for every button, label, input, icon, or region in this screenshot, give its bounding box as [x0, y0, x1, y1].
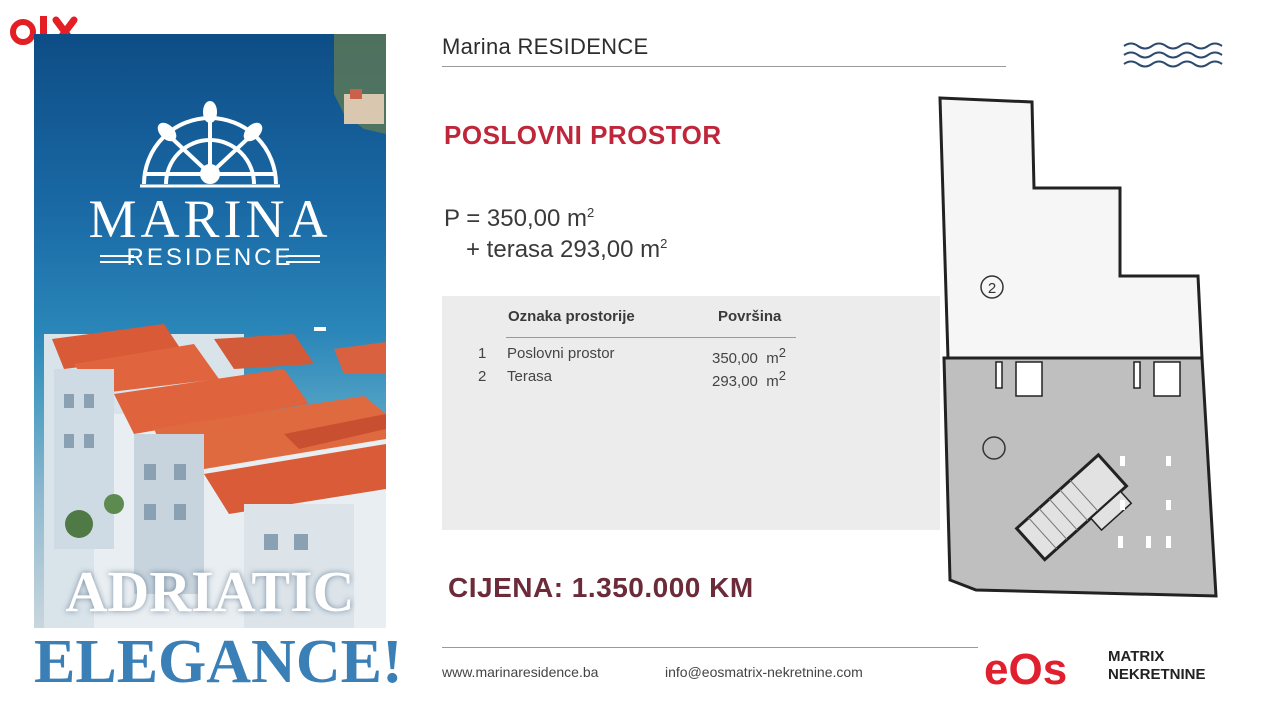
poster-brand-top: MARINA [88, 189, 332, 249]
area-table [442, 296, 940, 530]
col-header-name: Oznaka prostorije [508, 308, 635, 325]
slogan-line-2: ELEGANCE! [34, 628, 403, 696]
email-link[interactable]: info@eosmatrix-nekretnine.com [665, 664, 863, 680]
title-divider [442, 66, 1006, 67]
row-2-num: 2 [478, 368, 487, 385]
footer-divider [442, 647, 978, 648]
price: CIJENA: 1.350.000 KM [448, 572, 754, 603]
area-terrace: + terasa 293,00 $m^2$ [466, 236, 668, 263]
area-main: P = 350,00 $m^2$ [444, 205, 595, 232]
poster-illustration [34, 34, 386, 628]
section-title: POSLOVNI PROSTOR [444, 120, 722, 150]
col-header-area: Površina [718, 308, 782, 325]
poster-brand-bottom: RESIDENCE [126, 244, 294, 271]
row-1-area: 350,00 $m^2$ [712, 345, 786, 367]
row-2-area: 293,00 $m^2$ [712, 368, 786, 390]
company-name: MATRIX NEKRETNINE [1108, 648, 1206, 683]
ship-wheel-icon [140, 103, 280, 186]
waves-icon [1120, 40, 1232, 70]
page-title: Marina RESIDENCE [442, 34, 649, 59]
table-header-divider [506, 337, 796, 338]
row-1-num: 1 [478, 345, 487, 362]
floor-plan [930, 90, 1240, 605]
slogan-line-1: ADRIATIC [65, 559, 355, 624]
plan-label-2: 2 [987, 280, 997, 297]
eos-logo[interactable] [984, 644, 1104, 690]
svg-text:eOs: eOs [984, 645, 1068, 690]
website-link[interactable]: www.marinaresidence.ba [442, 664, 599, 680]
row-2-name: Terasa [507, 368, 553, 385]
poster-image [34, 34, 386, 628]
row-1-name: Poslovni prostor [507, 345, 615, 362]
